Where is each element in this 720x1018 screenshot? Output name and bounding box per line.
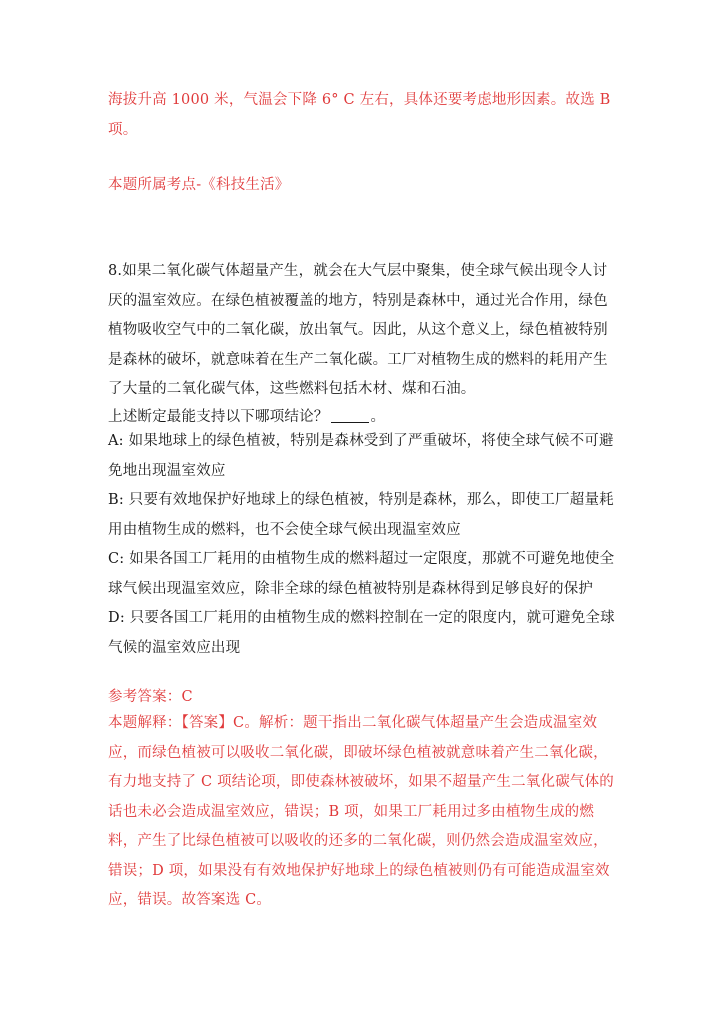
explanation-line: 料，产生了比绿色植被可以吸收的还多的二氧化碳，则仍然会造成温室效应，	[108, 833, 608, 849]
explanation-line: 应，错误。故答案选 C。	[108, 892, 272, 908]
stem-line: 厌的温室效应。在绿色植被覆盖的地方，特别是森林中，通过光合作用，绿色	[108, 292, 608, 309]
options-list	[108, 427, 618, 663]
explanation-line: 有力地支持了 C 项结论项，即使森林被破坏，如果不超量产生二氧化碳气体的	[108, 774, 615, 790]
prompt-text: 上述断定最能支持以下哪项结论？	[108, 408, 329, 425]
option-line: 气候的温室效应出现	[108, 639, 241, 656]
previous-topic	[108, 171, 618, 201]
stem-line: 了大量的二氧化碳气体，这些燃料包括木材、煤和石油。	[108, 381, 476, 397]
question-prompt	[108, 405, 618, 429]
previous-explanation	[108, 86, 618, 145]
answer-blank	[331, 408, 369, 423]
question-stem	[108, 257, 618, 429]
option-line: B: 只要有效地保护好地球上的绿色植被，特别是森林，那么，即使工厂超量耗	[108, 492, 614, 508]
option-line: A: 如果地球上的绿色植被，特别是森林受到了严重破坏，将使全球气候不可避	[108, 433, 614, 449]
explanation-line: 话也未必会造成温室效应，错误；B 项，如果工厂耗用过多由植物生成的燃	[108, 803, 595, 820]
stem-line: 是森林的破坏，就意味着在生产二氧化碳。工厂对植物生成的燃料的耗用产生	[108, 351, 608, 368]
explanation-line: 应，而绿色植被可以吸收二氧化碳，即破坏绿色植被就意味着产生二氧化碳，	[108, 744, 608, 761]
explanation-line: 错误；D 项，如果没有有效地保护好地球上的绿色植被则仍有可能造成温室效	[108, 862, 610, 879]
answer-explanation	[108, 709, 618, 916]
text-line: 海拔升高 1000 米，气温会下降 6° C 左右，具体还要考虑地形因素。故选 B	[108, 92, 611, 108]
option-line: 免地出现温室效应	[108, 462, 226, 479]
option-line: 球气候出现温室效应，除非全球的绿色植被特别是森林得到足够良好的保护	[108, 580, 594, 597]
option-d	[108, 604, 618, 663]
stem-line: 8.如果二氧化碳气体超量产生，就会在大气层中聚集，使全球气候出现令人讨	[108, 263, 608, 279]
option-line: C: 如果各国工厂耗用的由植物生成的燃料超过一定限度，那就不可避免地使全	[108, 551, 615, 567]
option-b	[108, 486, 618, 545]
option-a	[108, 427, 618, 486]
option-line: D: 只要各国工厂耗用的由植物生成的燃料控制在一定的限度内，就可避免全球	[108, 610, 615, 626]
stem-line: 植物吸收空气中的二氧化碳，放出氧气。因此，从这个意义上，绿色植被特别	[108, 322, 608, 338]
option-c	[108, 545, 618, 604]
prompt-end: 。	[370, 408, 386, 425]
text-line: 项。	[108, 121, 138, 138]
answer-label: 参考答案：C	[108, 689, 193, 705]
topic-label: 本题所属考点-《科技生活》	[108, 177, 290, 193]
explanation-line: 本题解释：【答案】C。解析：题干指出二氧化碳气体超量产生会造成温室效	[108, 715, 598, 731]
option-line: 用由植物生成的燃料，也不会使全球气候出现温室效应	[108, 521, 461, 538]
